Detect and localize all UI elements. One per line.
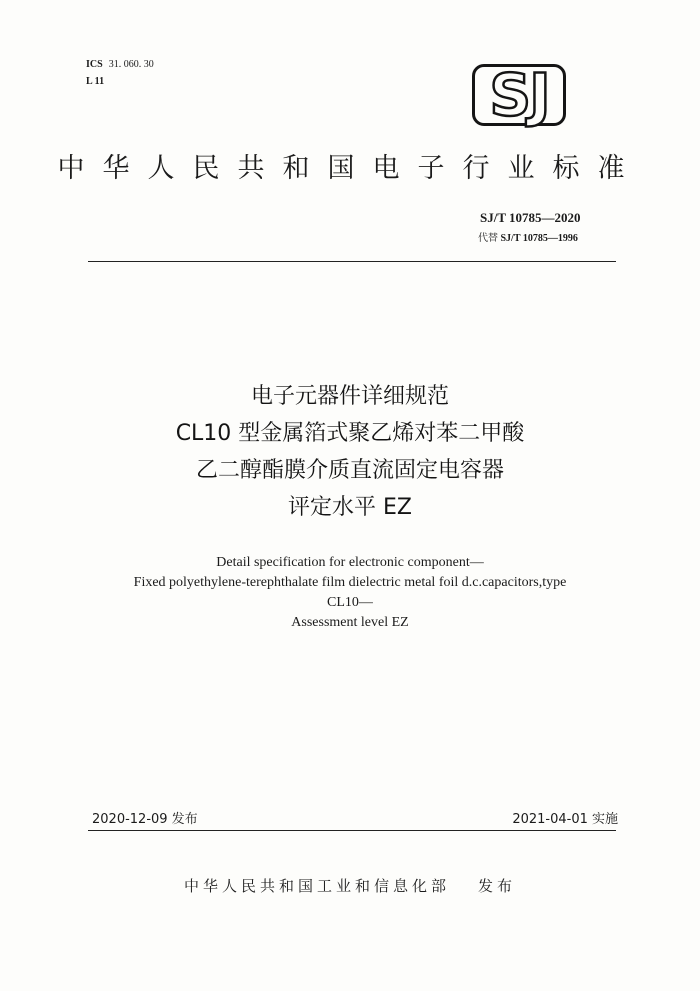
replaces-number: SJ/T 10785—1996 bbox=[500, 233, 578, 244]
logo-letters: SJ bbox=[489, 61, 549, 129]
chinese-title-line: 电子元器件详细规范 bbox=[250, 384, 449, 409]
standard-number: SJ/T 10785—2020 bbox=[480, 210, 581, 225]
issue-date: 2020-12-09 发布 bbox=[92, 812, 198, 827]
english-title-line: Detail specification for electronic component— bbox=[216, 555, 484, 570]
publisher-line bbox=[50, 875, 650, 896]
chinese-title-line: 评定水平 EZ bbox=[288, 495, 412, 520]
sj-logo bbox=[472, 61, 568, 129]
classification-code: L 11 bbox=[86, 76, 105, 87]
chinese-title-line: 乙二醇酯膜介质直流固定电容器 bbox=[195, 458, 504, 483]
publish-action: 发布 bbox=[478, 877, 517, 895]
ics-label: ICS bbox=[86, 59, 103, 70]
ics-code: 31. 060. 30 bbox=[108, 59, 154, 70]
issuer-title: 中华人民共和国电子行业标准 bbox=[57, 153, 643, 184]
english-title-line: Assessment level EZ bbox=[291, 615, 409, 630]
replaces-prefix: 代替 bbox=[478, 233, 498, 244]
top-divider bbox=[88, 261, 616, 262]
english-title-line: CL10— bbox=[327, 595, 373, 610]
english-title-line: Fixed polyethylene-terephthalate film dielectric metal foil d.c.capacitors,type bbox=[133, 575, 567, 590]
chinese-title bbox=[50, 378, 650, 526]
bottom-divider bbox=[88, 830, 616, 831]
chinese-title-line: CL10 型金属箔式聚乙烯对苯二甲酸 bbox=[175, 421, 525, 446]
implementation-date: 2021-04-01 实施 bbox=[512, 812, 618, 827]
publisher-name: 中华人民共和国工业和信息化部 bbox=[183, 877, 450, 895]
english-title bbox=[80, 553, 620, 633]
ics-code-line bbox=[86, 58, 154, 72]
replaces-line bbox=[478, 229, 578, 244]
